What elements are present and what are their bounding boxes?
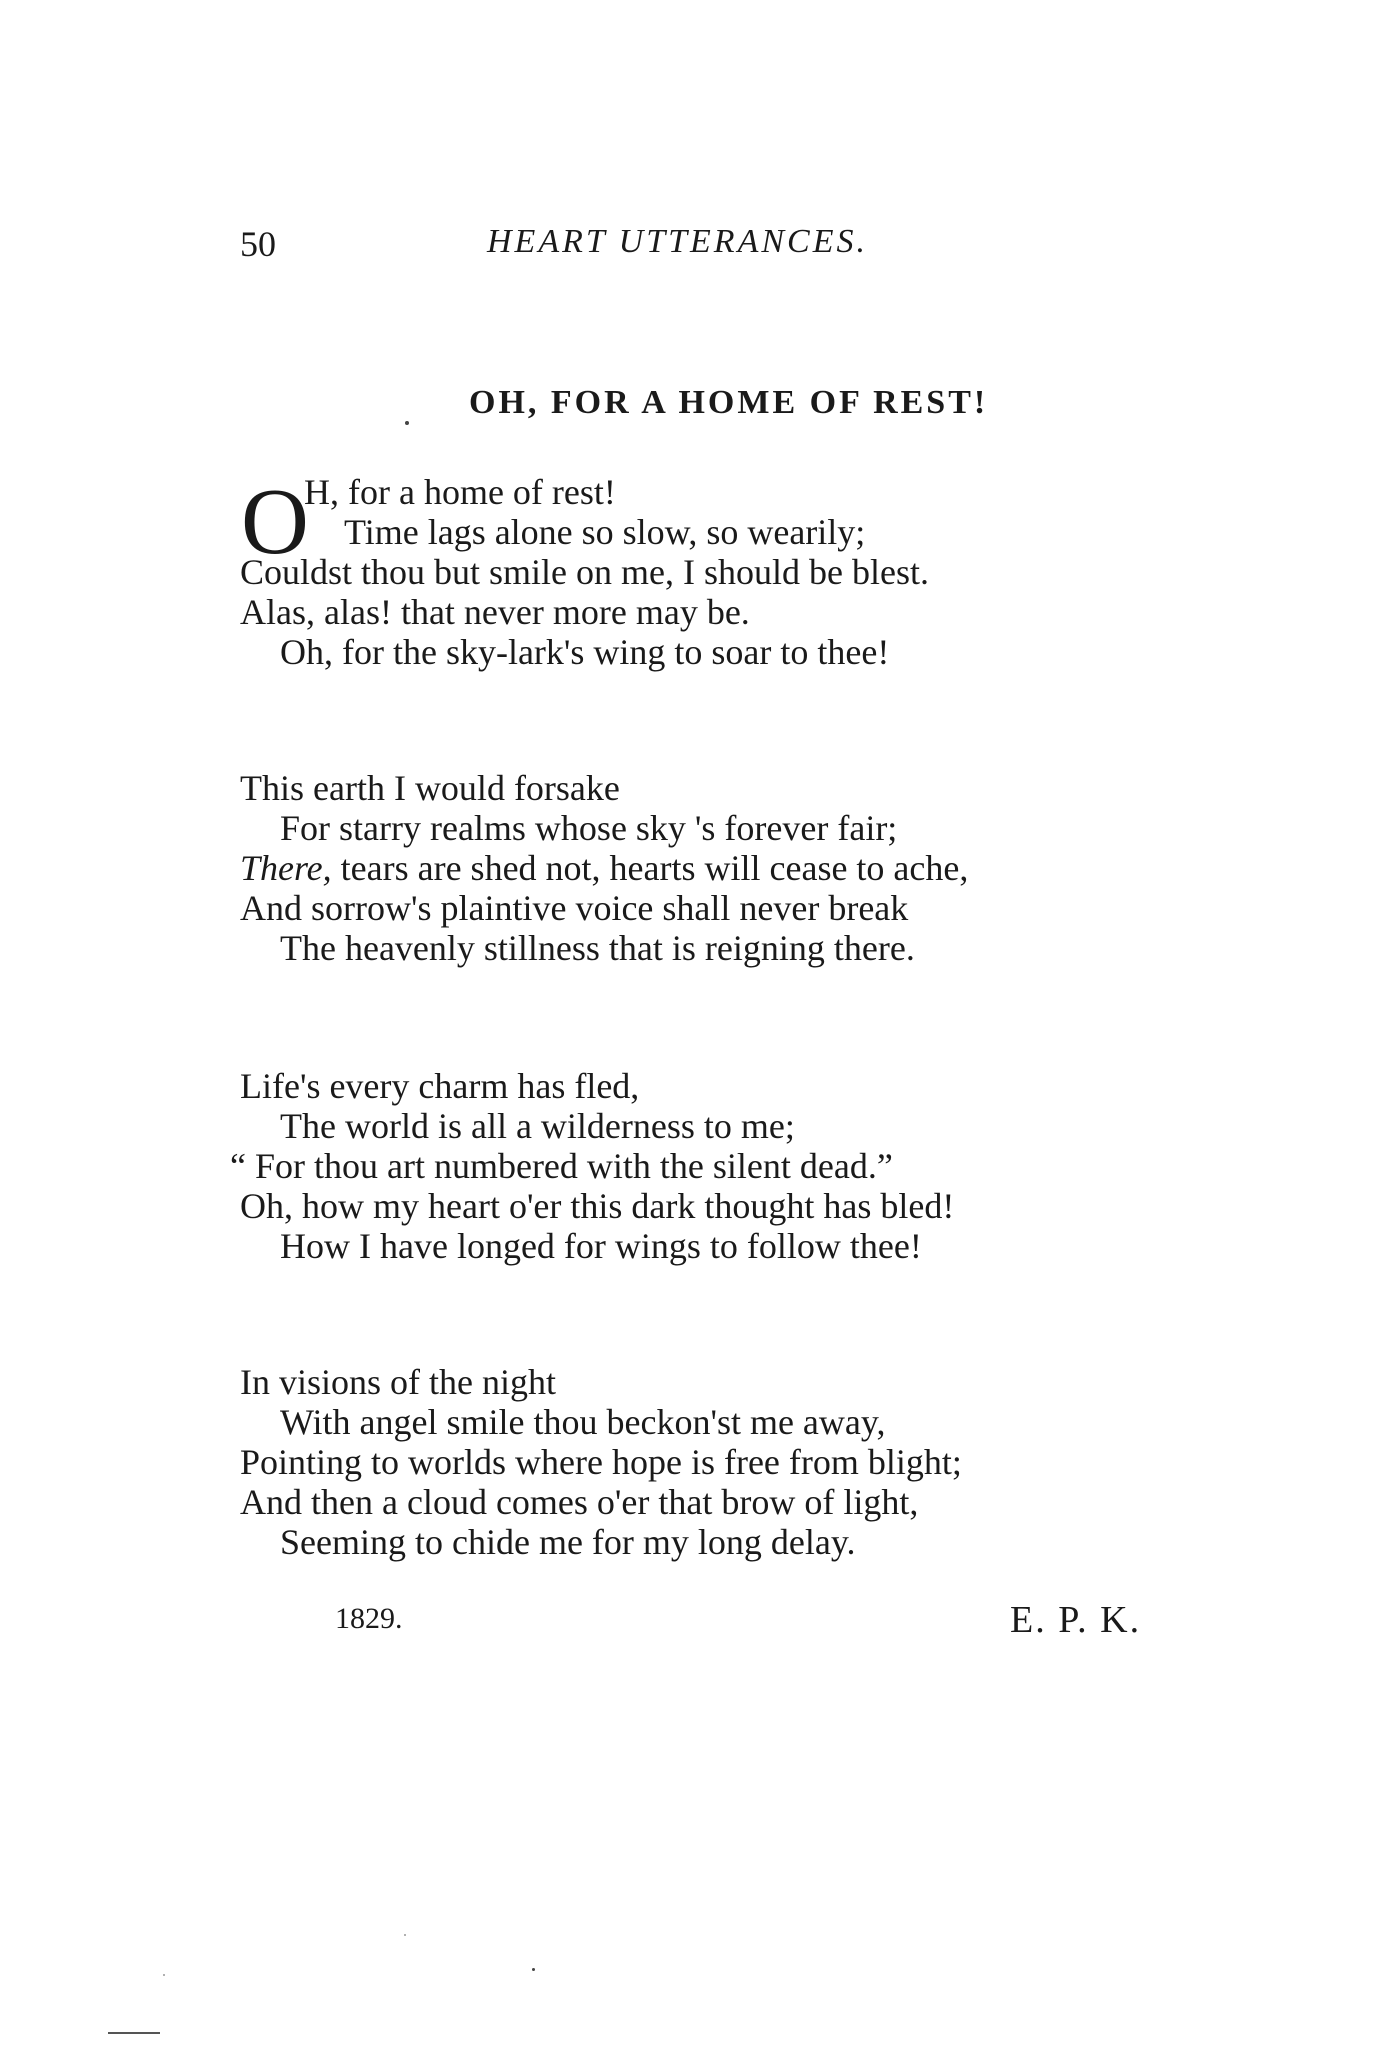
poem-line: This earth I would forsake (240, 768, 620, 808)
poem-line: Time lags alone so slow, so wearily; (344, 512, 866, 552)
poem-line-rest: tears are shed not, hearts will cease to ache, (331, 848, 969, 888)
poem-line: “ For thou art numbered with the silent dead.” (230, 1146, 893, 1186)
print-speck (404, 1934, 406, 1936)
poem-line: Life's every charm has fled, (240, 1066, 640, 1106)
poem-line: For starry realms whose sky 's forever fair; (280, 808, 898, 848)
poem-line: Pointing to worlds where hope is free from blight; (240, 1442, 962, 1482)
poem-line: And then a cloud comes o'er that brow of light, (240, 1482, 919, 1522)
print-speck (163, 1974, 165, 1976)
poem-line: In visions of the night (240, 1362, 556, 1402)
poem-line: And sorrow's plaintive voice shall never break (240, 888, 909, 928)
poem-line: How I have longed for wings to follow thee! (280, 1226, 922, 1266)
poem-line (240, 848, 968, 888)
page-number: 50 (240, 224, 276, 264)
poem-line: With angel smile thou beckon'st me away, (280, 1402, 886, 1442)
print-speck (405, 421, 409, 425)
poem-line: Alas, alas! that never more may be. (240, 592, 750, 632)
poem-line: Seeming to chide me for my long delay. (280, 1522, 856, 1562)
drop-cap: O (241, 470, 309, 574)
margin-rule (108, 2032, 160, 2034)
poem-line: H, for a home of rest! (304, 472, 616, 512)
author-initials: E. P. K. (1010, 1599, 1142, 1641)
poem-title: OH, FOR A HOME OF REST! (469, 384, 989, 421)
poem-line: Oh, how my heart o'er this dark thought has bled! (240, 1186, 955, 1226)
running-title: HEART UTTERANCES. (487, 223, 868, 260)
poem-date: 1829. (335, 1602, 403, 1635)
poem-line: Couldst thou but smile on me, I should be blest. (240, 552, 929, 592)
poem-line: Oh, for the sky-lark's wing to soar to thee! (280, 632, 890, 672)
poem-line: The world is all a wilderness to me; (280, 1106, 795, 1146)
print-speck (532, 1968, 535, 1971)
italic-word: There, (240, 848, 332, 888)
poem-line: The heavenly stillness that is reigning there. (280, 928, 915, 968)
